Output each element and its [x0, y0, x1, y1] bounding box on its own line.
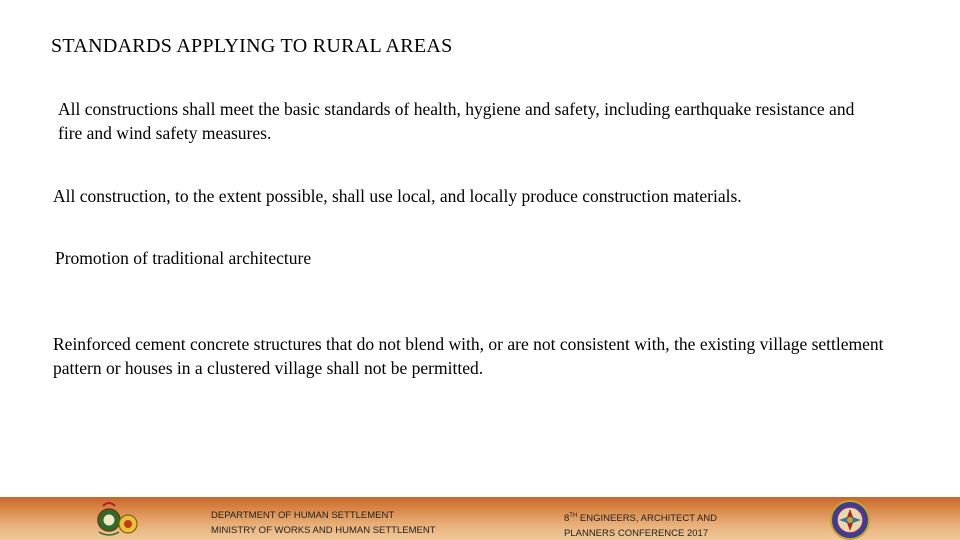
standard-paragraph-health-safety: All constructions shall meet the basic standards of health, hygiene and safety, including earthquake resistance and fire and wind safety measures.	[58, 99, 855, 143]
standard-paragraph-local-materials: All construction, to the extent possible, shall use local, and locally produce construction materials.	[53, 186, 742, 206]
footer-band	[0, 497, 960, 540]
conference-seal-icon	[828, 499, 872, 540]
conference-ordinal: 8	[564, 513, 570, 525]
conference-ordinal-suffix: TH	[569, 513, 578, 519]
footer-conference-line1	[564, 509, 717, 526]
slide-title: STANDARDS APPLYING TO RURAL AREAS	[51, 35, 453, 57]
footer-ministry-line: MINISTRY OF WORKS AND HUMAN SETTLEMENT	[211, 525, 436, 536]
footer-conference-line2: PLANNERS CONFERENCE 2017	[564, 528, 709, 540]
standard-paragraph-rcc-structures: Reinforced cement concrete structures that do not blend with, or are not consistent with, the existing village settlement pattern or houses in a clustered village shall not be permitted.	[53, 334, 884, 378]
government-emblem-icon	[93, 498, 143, 540]
conference-line1-text: ENGINEERS, ARCHITECT AND	[577, 513, 718, 525]
footer-conference-block	[564, 509, 717, 540]
footer-department-block	[211, 508, 436, 538]
footer-department-line: DEPARTMENT OF HUMAN SETTLEMENT	[211, 510, 395, 521]
standard-paragraph-traditional-architecture: Promotion of traditional architecture	[55, 248, 312, 268]
